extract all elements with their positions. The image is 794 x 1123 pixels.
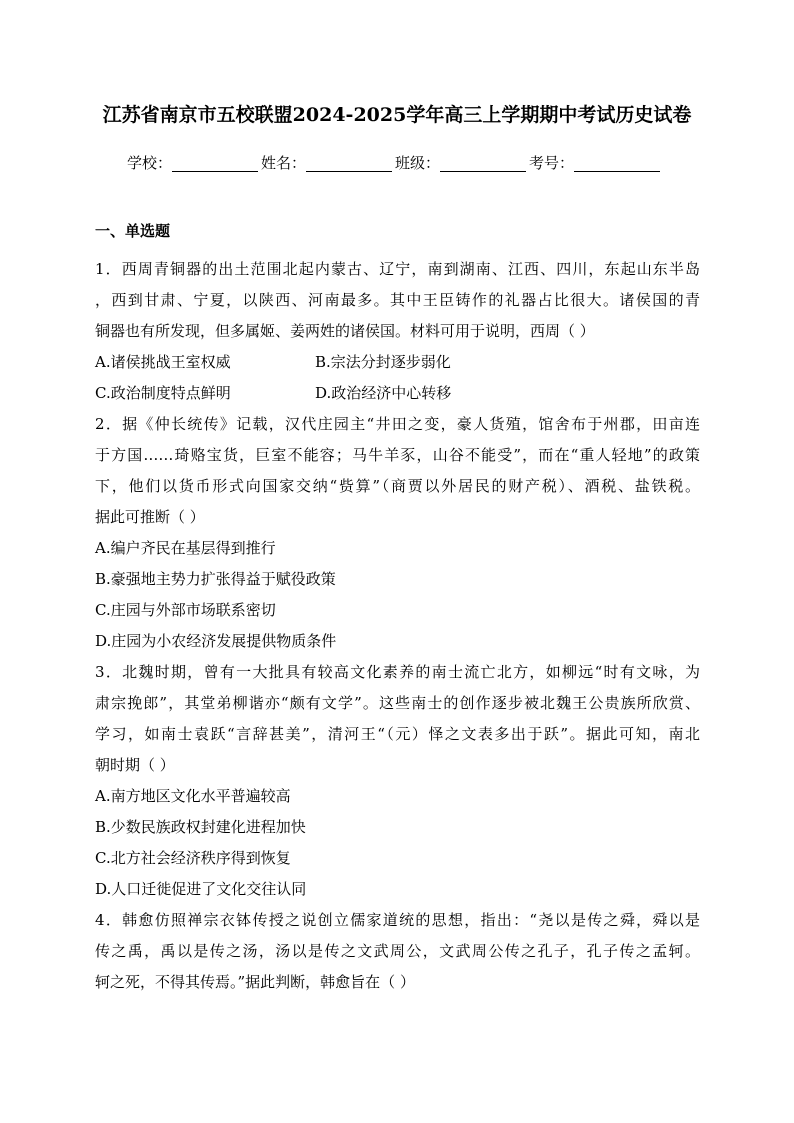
stem-line: 肃宗挽郎”，其堂弟柳谐亦“颇有文学”。这些南士的创作逐步被北魏王公贵族所欣赏、	[95, 694, 700, 712]
school-blank	[172, 152, 258, 172]
option-d: D.庄园为小农经济发展提供物质条件	[95, 632, 337, 650]
stem-line: 下，他们以货币形式向国家交纳“赀算”（商贾以外居民的财产税）、酒税、盐铁税。	[95, 477, 700, 495]
class-blank	[440, 152, 526, 172]
school-label: 学校：	[127, 154, 173, 172]
stem-line: 3．北魏时期，曾有一大批具有较高文化素养的南士流亡北方，如柳远“时有文咏，为	[95, 663, 700, 681]
option-b: B.少数民族政权封建化进程加快	[95, 818, 306, 836]
stem-line: 1．西周青铜器的出土范围北起内蒙古、辽宁，南到湖南、江西、四川，东起山东半岛	[95, 260, 700, 278]
name-label: 姓名：	[261, 154, 307, 172]
stem-line: 轲之死，不得其传焉。”据此判断，韩愈旨在（ ）	[95, 973, 415, 991]
exam-title: 江苏省南京市五校联盟2024-2025学年高三上学期期中考试历史试卷	[102, 104, 692, 126]
question-stem	[95, 905, 700, 998]
option-c: C.北方社会经济秩序得到恢复	[95, 849, 291, 867]
question-4	[95, 905, 700, 998]
option-b: B.豪强地主势力扩张得益于赋役政策	[95, 570, 336, 588]
question-stem	[95, 657, 700, 781]
question-list	[95, 254, 700, 998]
question-stem	[95, 409, 700, 533]
option-a: A.诸侯挑战王室权威	[95, 353, 231, 371]
exam-number-label: 考号：	[529, 154, 575, 172]
question-stem	[95, 254, 700, 347]
student-info-row	[127, 150, 663, 176]
option-a: A.编户齐民在基层得到推行	[95, 539, 276, 557]
name-blank	[306, 152, 392, 172]
options-row	[95, 378, 700, 409]
question-1	[95, 254, 700, 409]
option-c: C.庄园与外部市场联系密切	[95, 601, 276, 619]
section-heading: 一、单选题	[95, 222, 171, 240]
stem-line: 于方国……琦赂宝货，巨室不能容；马牛羊豕，山谷不能受”，而在“重人轻地”的政策	[95, 446, 700, 464]
option-b: B.宗法分封逐步弱化	[315, 353, 451, 371]
stem-line: 2．据《仲长统传》记载，汉代庄园主“井田之变，豪人货殖，馆舍布于州郡，田亩连	[95, 415, 700, 433]
option-a: A.南方地区文化水平普遍较高	[95, 787, 291, 805]
option-c: C.政治制度特点鲜明	[95, 384, 231, 402]
stem-line: ，西到甘肃、宁夏，以陕西、河南最多。其中王臣铸作的礼器占比很大。诸侯国的青	[95, 291, 700, 309]
stem-line: 传之禹，禹以是传之汤，汤以是传之文武周公，文武周公传之孔子，孔子传之孟轲。	[95, 942, 700, 960]
option-d: D.人口迁徙促进了文化交往认同	[95, 880, 307, 898]
options-row	[95, 347, 700, 378]
question-3	[95, 657, 700, 905]
stem-line: 据此可推断（ ）	[95, 508, 205, 526]
stem-line: 学习，如南士袁跃“言辞甚美”，清河王“（元）怿之文表多出于跃”。据此可知，南北	[95, 725, 700, 743]
stem-line: 铜器也有所发现，但多属姬、姜两姓的诸侯国。材料可用于说明，西周（ ）	[95, 322, 595, 340]
question-2	[95, 409, 700, 657]
class-label: 班级：	[395, 154, 441, 172]
stem-line: 朝时期（ ）	[95, 756, 175, 774]
exam-number-blank	[574, 152, 660, 172]
stem-line: 4．韩愈仿照禅宗衣钵传授之说创立儒家道统的思想，指出：“尧以是传之舜，舜以是	[95, 911, 700, 929]
option-d: D.政治经济中心转移	[315, 384, 452, 402]
